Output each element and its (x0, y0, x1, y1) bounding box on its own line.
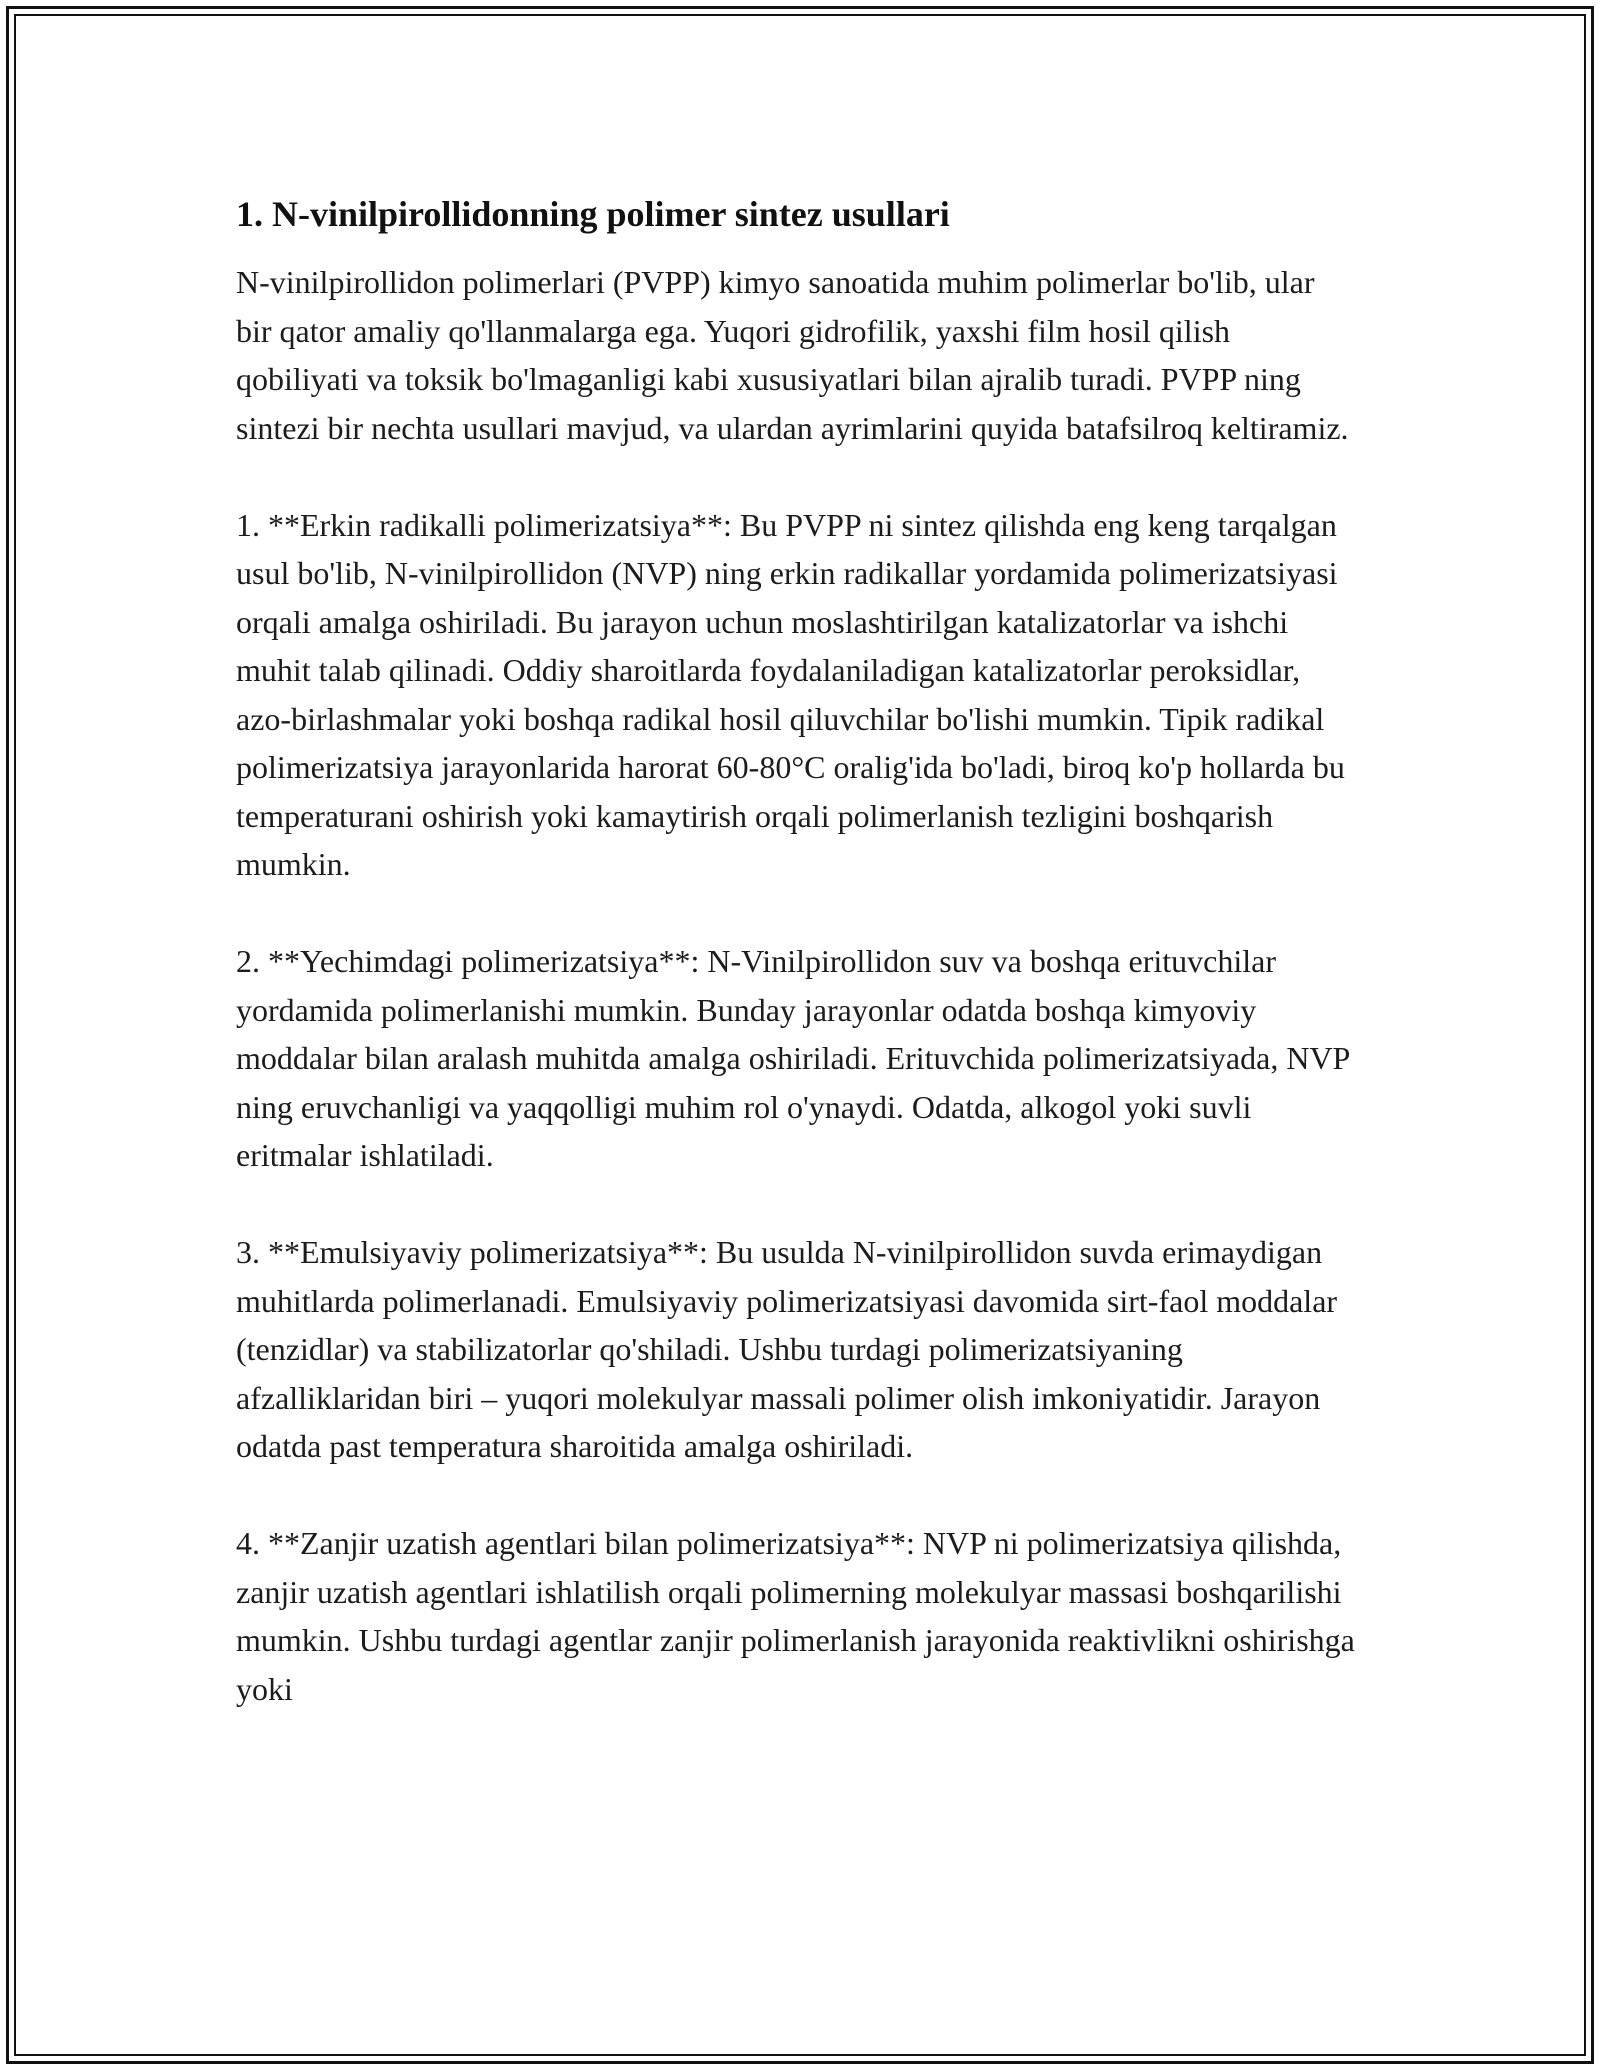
paragraph-method-3: 3. **Emulsiyaviy polimerizatsiya**: Bu usulda N-vinilpirollidon suvda erimaydigan muhitlarda polimerlanadi. Emulsiyaviy polimerizatsiyasi davomida sirt-faol moddalar (tenzidlar) va stabilizatorlar qo'shiladi. Ushbu turdagi polimerizatsiyaning afzalliklaridan biri – yuqori molekulyar massali polimer olish imkoniyatidir. Jarayon odatda past temperatura sharoitida amalga oshiriladi. (236, 1234, 1338, 1464)
document-body (236, 186, 1356, 1713)
paragraph-method-1: 1. **Erkin radikalli polimerizatsiya**: Bu PVPP ni sintez qilishda eng keng tarqalgan usul bo'lib, N-vinilpirollidon (NVP) ning erkin radikallar yordamida polimerizatsiyasi orqali amalga oshiriladi. Bu jarayon uchun moslashtirilgan katalizatorlar va ishchi muhit talab qilinadi. Oddiy sharoitlarda foydalaniladigan katalizatorlar peroksidlar, azo-birlashmalar yoki boshqa radikal hosil qiluvchilar bo'lishi mumkin. Tipik radikal polimerizatsiya jarayonlarida harorat 60-80°C oralig'ida bo'ladi, biroq ko'p hollarda bu temperaturani oshirish yoki kamaytirish orqali polimerlanish tezligini boshqarish mumkin. (236, 506, 1345, 882)
paragraph-method-4: 4. **Zanjir uzatish agentlari bilan polimerizatsiya**: NVP ni polimerizatsiya qilishda, zanjir uzatish agentlari ishlatilish orqali polimerning molekulyar massasi boshqarilishi mumkin. Ushbu turdagi agentlar zanjir polimerlanish jarayonida reaktivlikni oshirishga yoki (236, 1525, 1355, 1707)
paragraph-method-2: 2. **Yechimdagi polimerizatsiya**: N-Vinilpirollidon suv va boshqa erituvchilar yordamida polimerlanishi mumkin. Bunday jarayonlar odatda boshqa kimyoviy moddalar bilan aralash muhitda amalga oshiriladi. Erituvchida polimerizatsiyada, NVP ning eruvchanligi va yaqqolligi muhim rol o'ynaydi. Odatda, alkogol yoki suvli eritmalar ishlatiladi. (236, 943, 1350, 1173)
document-title: 1. N-vinilpirollidonning polimer sintez usullari (236, 194, 950, 234)
paragraph-intro: N-vinilpirollidon polimerlari (PVPP) kimyo sanoatida muhim polimerlar bo'lib, ular bir qator amaliy qo'llanmalarga ega. Yuqori gidrofilik, yaxshi film hosil qilish qobiliyati va toksik bo'lmaganligi kabi xususiyatlari bilan ajralib turadi. PVPP ning sintezi bir nechta usullari mavjud, va ulardan ayrimlarini quyida batafsilroq keltiramiz. (236, 264, 1349, 446)
